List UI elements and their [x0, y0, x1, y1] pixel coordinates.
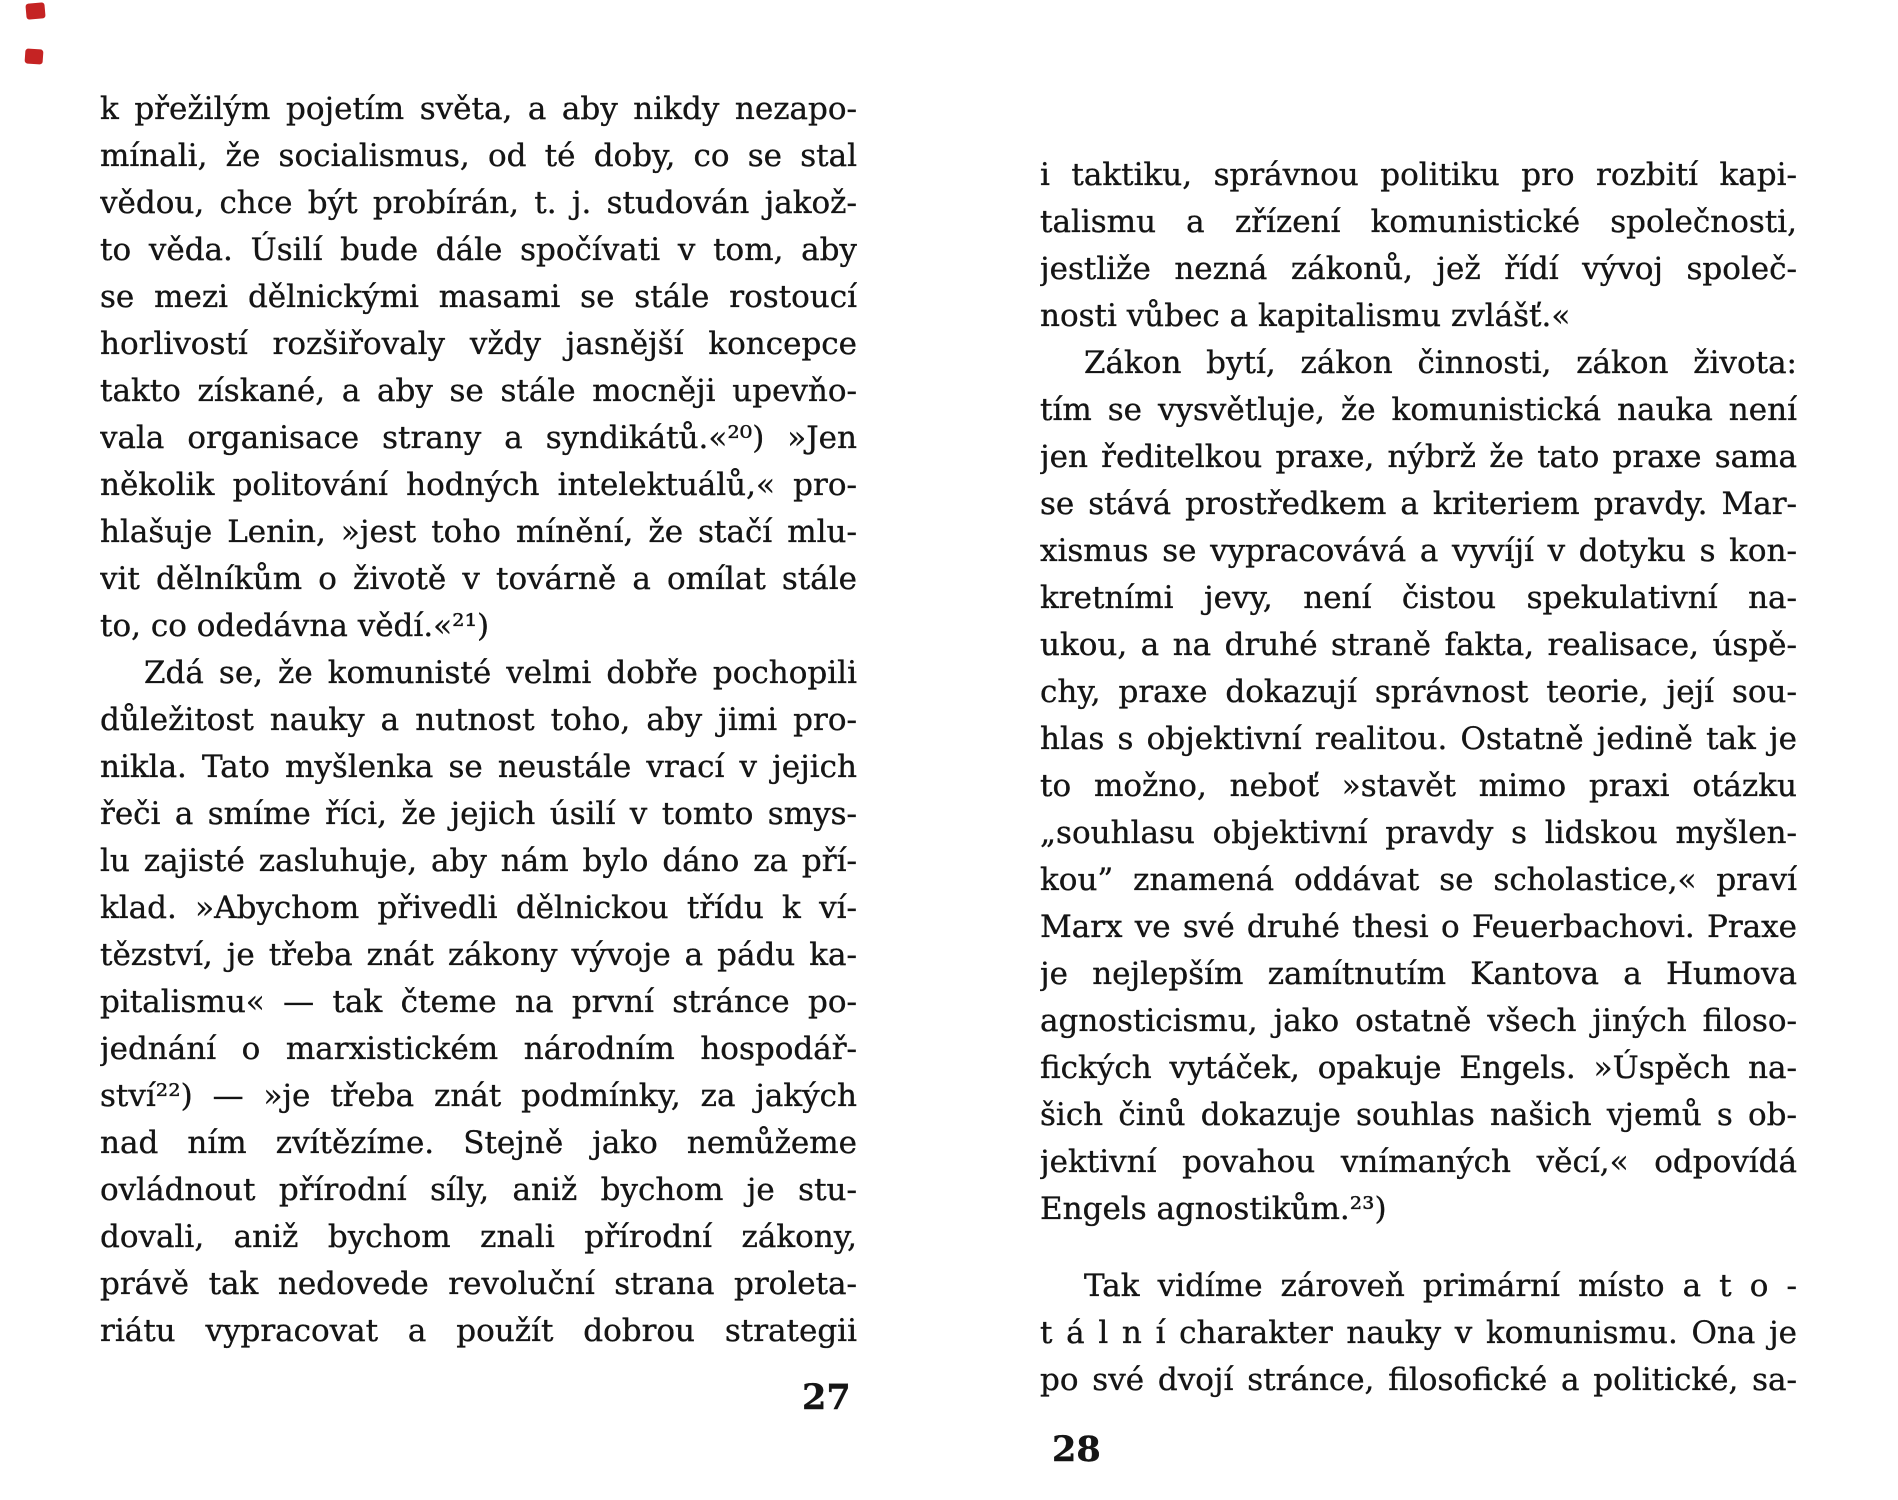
text-line: pitalismu« — tak čteme na první stránce po- [100, 984, 857, 1020]
text-line: vala organisace strany a syndikátů.«²⁰) »Jen [100, 420, 857, 456]
text-line: nad ním zvítězíme. Stejně jako nemůžeme [100, 1125, 857, 1161]
text-line: jestliže nezná zákonů, jež řídí vývoj společ- [1040, 251, 1797, 287]
paragraph [1040, 340, 1797, 1233]
paragraph [100, 86, 857, 650]
text-line: právě tak nedovede revoluční strana proleta- [100, 1266, 857, 1302]
text-line: Zdá se, že komunisté velmi dobře pochopili [144, 655, 857, 691]
text-line: Engels agnostikům.²³) [1040, 1191, 1387, 1227]
text-line: jen ředitelkou praxe, nýbrž že tato praxe sama [1040, 439, 1797, 475]
text-line: vědou, chce být probírán, t. j. studován jakož- [100, 185, 857, 221]
text-line: fických vytáček, opakuje Engels. »Úspěch na- [1040, 1050, 1797, 1086]
text-line: horlivostí rozšiřovaly vždy jasnější koncepce [100, 326, 857, 362]
text-line: to, co odedávna vědí.«²¹) [100, 608, 490, 644]
text-line: se stává prostředkem a kriteriem pravdy. Mar- [1040, 486, 1797, 522]
text-line: vit dělníkům o životě v továrně a omílat stále [100, 561, 857, 597]
text-line: to možno, neboť »stavět mimo praxi otázku [1040, 768, 1797, 804]
text-line: k přežilým pojetím světa, a aby nikdy nezapo- [100, 91, 857, 127]
text-line: po své dvojí stránce, filosofické a politické, sa- [1040, 1362, 1797, 1398]
text-line: nikla. Tato myšlenka se neustále vrací v jejich [100, 749, 857, 785]
text-line: „souhlasu objektivní pravdy s lidskou myšlen- [1040, 815, 1797, 851]
red-ink-mark-bottom [24, 48, 43, 64]
text-line: tězství, je třeba znát zákony vývoje a pádu ka- [100, 937, 857, 973]
text-line: jednání o marxistickém národním hospodář- [100, 1031, 857, 1067]
text-line: chy, praxe dokazují správnost teorie, její sou- [1040, 674, 1797, 710]
text-line: mínali, že socialismus, od té doby, co se stal [100, 138, 857, 174]
right-page-text [1040, 152, 1797, 1404]
right-page-number: 28 [1052, 1429, 1101, 1470]
left-page-number: 27 [802, 1377, 851, 1418]
text-line: kou” znamená oddávat se scholastice,« praví [1040, 862, 1797, 898]
text-line: takto získané, a aby se stále mocněji upevňo- [100, 373, 857, 409]
text-line: dovali, aniž bychom znali přírodní zákony, [100, 1219, 857, 1255]
text-line: xismus se vypracovává a vyvíjí v dotyku s kon- [1040, 533, 1797, 569]
text-line: ovládnout přírodní síly, aniž bychom je stu- [100, 1172, 857, 1208]
text-line: několik politování hodných intelektuálů,« pro- [100, 467, 857, 503]
text-line: lu zajisté zasluhuje, aby nám bylo dáno za pří- [100, 843, 857, 879]
text-line: řeči a smíme říci, že jejich úsilí v tomto smys- [100, 796, 857, 832]
text-line: talismu a zřízení komunistické společnosti, [1040, 204, 1797, 240]
text-line: hlas s objektivní realitou. Ostatně jedině tak je [1040, 721, 1797, 757]
text-line: riátu vypracovat a použít dobrou strategii [100, 1313, 857, 1349]
text-line: důležitost nauky a nutnost toho, aby jimi pro- [100, 702, 857, 738]
text-line: ukou, a na druhé straně fakta, realisace, úspě- [1040, 627, 1797, 663]
paragraph [100, 650, 857, 1355]
text-line: Tak vidíme zároveň primární místo a t o - [1084, 1268, 1797, 1304]
text-line: kretními jevy, není čistou spekulativní na- [1040, 580, 1797, 616]
text-line: tím se vysvětluje, že komunistická nauka není [1040, 392, 1797, 428]
left-page-text [100, 86, 857, 1355]
paragraph [1040, 1263, 1797, 1404]
text-line: to věda. Úsilí bude dále spočívati v tom, aby [100, 232, 857, 268]
paragraph [1040, 152, 1797, 340]
red-ink-mark-top [25, 2, 45, 20]
text-line: agnosticismu, jako ostatně všech jiných filoso- [1040, 1003, 1797, 1039]
text-line: i taktiku, správnou politiku pro rozbití kapi- [1040, 157, 1797, 193]
text-line: je nejlepším zamítnutím Kantova a Humova [1040, 956, 1797, 992]
text-line: ství²²) — »je třeba znát podmínky, za jakých [100, 1078, 857, 1114]
text-line: t á l n í charakter nauky v komunismu. Ona je [1040, 1315, 1797, 1351]
text-line: klad. »Abychom přivedli dělnickou třídu k ví- [100, 890, 857, 926]
text-line: nosti vůbec a kapitalismu zvlášť.« [1040, 298, 1571, 334]
text-line: jektivní povahou vnímaných věcí,« odpovídá [1040, 1144, 1797, 1180]
text-line: Marx ve své druhé thesi o Feuerbachovi. Praxe [1040, 909, 1797, 945]
text-line: hlašuje Lenin, »jest toho mínění, že stačí mlu- [100, 514, 857, 550]
text-line: Zákon bytí, zákon činnosti, zákon života: [1084, 345, 1797, 381]
text-line: šich činů dokazuje souhlas našich vjemů s ob- [1040, 1097, 1797, 1133]
text-line: se mezi dělnickými masami se stále rostoucí [100, 279, 857, 315]
